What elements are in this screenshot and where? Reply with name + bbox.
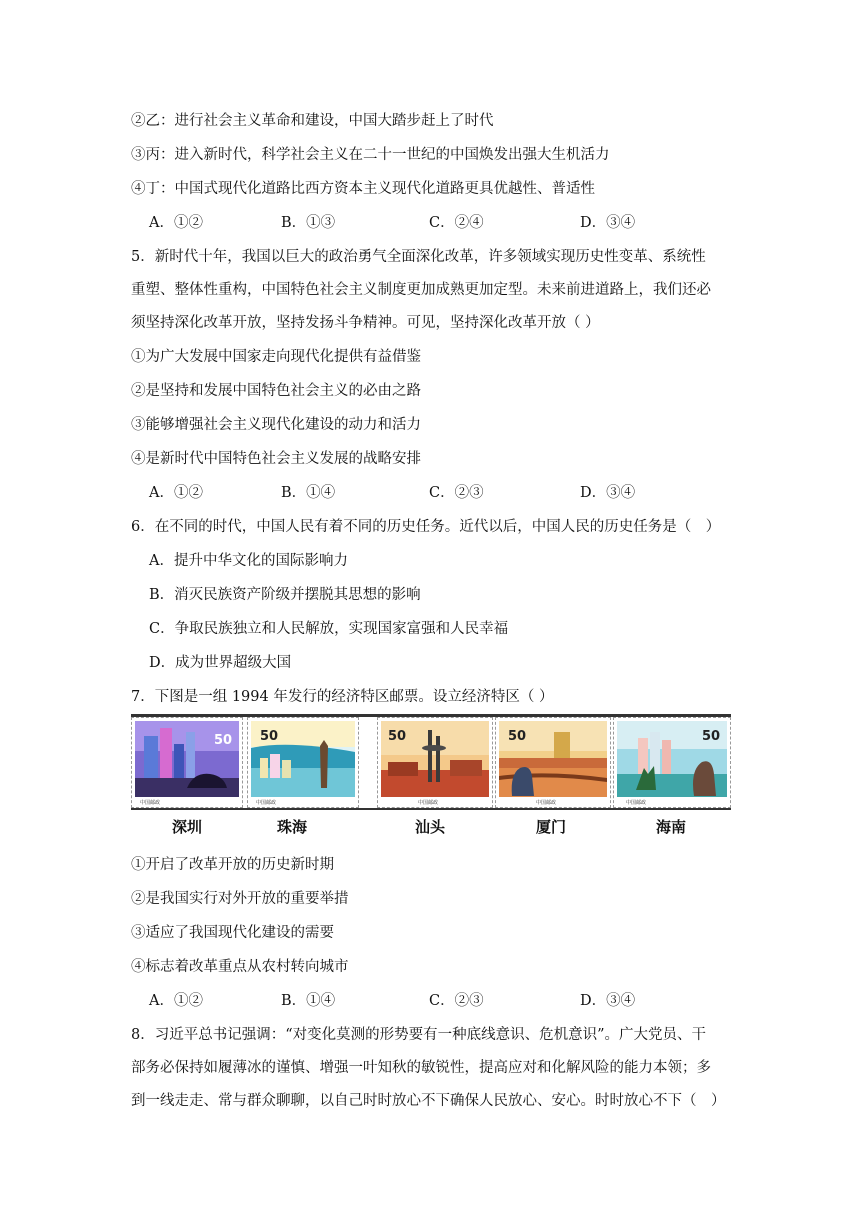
q4-option-4: ④丁：中国式现代化道路比西方资本主义现代化道路更具优越性、普适性	[131, 181, 595, 197]
stamp-shenzhen-value: 50	[214, 733, 233, 748]
q6-stem: 6．在不同的时代，中国人民有着不同的历史任务。近代以后，中国人民的历史任务是（ ）	[131, 519, 721, 535]
stamp-zhuhai-country: 中国邮政	[256, 800, 277, 806]
q5-choice-d[interactable]: D．③④	[580, 485, 636, 501]
figure-bottom-border	[131, 808, 731, 810]
stamp-xiamen-country: 中国邮政	[536, 800, 557, 806]
q6-choice-c[interactable]: C．争取民族独立和人民解放，实现国家富强和人民幸福	[149, 621, 509, 637]
q8-stem-line-3: 到一线走走、常与群众聊聊，以自己时时放心不下确保人民放心、安心。时时放心不下（ ）	[131, 1093, 726, 1109]
q7-option-1: ①开启了改革开放的历史新时期	[131, 857, 334, 873]
q4-option-3: ③丙：进入新时代，科学社会主义在二十一世纪的中国焕发出强大生机活力	[131, 147, 610, 163]
q5-option-2: ②是坚持和发展中国特色社会主义的必由之路	[131, 383, 421, 399]
caption-shantou: 汕头	[415, 818, 446, 836]
stamp-xiamen	[495, 717, 611, 808]
q7-option-4: ④标志着改革重点从农村转向城市	[131, 959, 349, 975]
q7-option-3: ③适应了我国现代化建设的需要	[131, 925, 334, 941]
q4-choice-b[interactable]: B．①③	[281, 215, 336, 231]
q7-choice-a[interactable]: A．①②	[149, 993, 203, 1009]
q4-choice-d[interactable]: D．③④	[580, 215, 636, 231]
q4-option-2: ②乙：进行社会主义革命和建设，中国大踏步赶上了时代	[131, 113, 494, 129]
q5-choice-a[interactable]: A．①②	[149, 485, 203, 501]
q5-choice-c[interactable]: C．②③	[429, 485, 484, 501]
stamp-hainan	[613, 717, 731, 808]
stamp-shantou-country: 中国邮政	[418, 800, 439, 806]
caption-zhuhai: 珠海	[277, 818, 308, 836]
q5-stem-line-3: 须坚持深化改革开放，坚持发扬斗争精神。可见，坚持深化改革开放（ ）	[131, 315, 600, 331]
stamp-hainan-value: 50	[702, 729, 721, 744]
caption-shenzhen: 深圳	[172, 818, 203, 836]
q5-option-4: ④是新时代中国特色社会主义发展的战略安排	[131, 451, 421, 467]
q5-option-1: ①为广大发展中国家走向现代化提供有益借鉴	[131, 349, 421, 365]
q5-stem-line-1: 5．新时代十年，我国以巨大的政治勇气全面深化改革，许多领域实现历史性变革、系统性	[131, 249, 706, 265]
q7-stem: 7．下图是一组 1994 年发行的经济特区邮票。设立经济特区（ ）	[131, 689, 554, 705]
stamp-shenzhen-country: 中国邮政	[140, 800, 161, 806]
caption-hainan: 海南	[656, 818, 687, 836]
caption-xiamen: 厦门	[536, 818, 567, 836]
stamp-zhuhai-value: 50	[260, 729, 279, 744]
q7-choice-c[interactable]: C．②③	[429, 993, 484, 1009]
q6-choice-b[interactable]: B．消灭民族资产阶级并摆脱其思想的影响	[149, 587, 421, 603]
stamp-shantou-value: 50	[388, 729, 407, 744]
stamp-shenzhen	[131, 717, 243, 808]
q8-stem-line-2: 部务必保持如履薄冰的谨慎、增强一叶知秋的敏锐性，提高应对和化解风险的能力本领；多	[131, 1060, 711, 1076]
stamp-hainan-country: 中国邮政	[626, 800, 647, 806]
q6-choice-a[interactable]: A．提升中华文化的国际影响力	[149, 553, 348, 569]
q5-stem-line-2: 重塑、整体性重构，中国特色社会主义制度更加成熟更加定型。未来前进道路上，我们还必	[131, 282, 711, 298]
q7-choice-d[interactable]: D．③④	[580, 993, 636, 1009]
stamp-xiamen-value: 50	[508, 729, 527, 744]
q6-choice-d[interactable]: D．成为世界超级大国	[149, 655, 292, 671]
stamp-zhuhai	[247, 717, 359, 808]
q8-stem-line-1: 8．习近平总书记强调：“对变化莫测的形势要有一种底线意识、危机意识”。广大党员、干	[131, 1027, 707, 1043]
q4-choice-c[interactable]: C．②④	[429, 215, 484, 231]
stamp-figure	[131, 714, 731, 836]
q7-option-2: ②是我国实行对外开放的重要举措	[131, 891, 349, 907]
q5-option-3: ③能够增强社会主义现代化建设的动力和活力	[131, 417, 421, 433]
stamp-shantou	[377, 717, 493, 808]
q4-choice-a[interactable]: A．①②	[149, 215, 203, 231]
q7-choice-b[interactable]: B．①④	[281, 993, 336, 1009]
q5-choice-b[interactable]: B．①④	[281, 485, 336, 501]
